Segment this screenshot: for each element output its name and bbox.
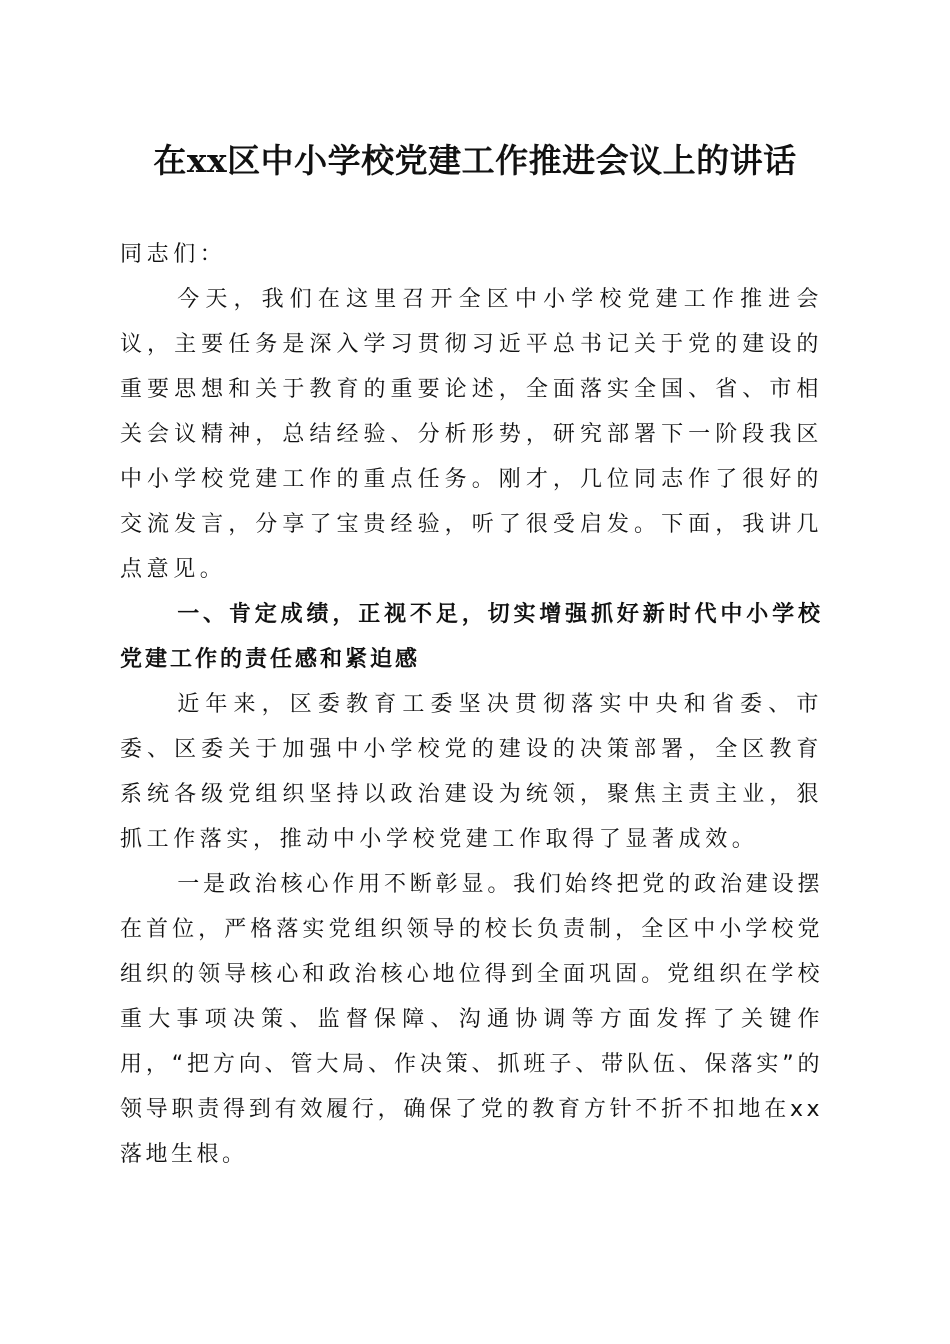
- section-heading-1: 一、肯定成绩，正视不足，切实增强抓好新时代中小学校党建工作的责任感和紧迫感: [120, 602, 823, 672]
- salutation: 同志们：: [120, 242, 227, 267]
- section-1-paragraph: 近年来，区委教育工委坚决贯彻落实中央和省委、市委、区委关于加强中小学校党的建设的决策部署，全区教育系统各级党组织坚持以政治建设为统领，聚焦主责主业，狠抓工作落实，推动中小学校党建工作取得了显著成效。: [120, 692, 823, 852]
- opening-paragraph: 今天，我们在这里召开全区中小学校党建工作推进会议，主要任务是深入学习贯彻习近平总书记关于党的建设的重要思想和关于教育的重要论述，全面落实全国、省、市相关会议精神，总结经验、分析形势，研究部署下一阶段我区中小学校党建工作的重点任务。刚才，几位同志作了很好的交流发言，分享了宝贵经验，听了很受启发。下面，我讲几点意见。: [120, 287, 823, 582]
- document-body: [120, 232, 823, 1177]
- point-1-paragraph: 一是政治核心作用不断彰显。我们始终把党的政治建设摆在首位，严格落实党组织领导的校长负责制，全区中小学校党组织的领导核心和政治核心地位得到全面巩固。党组织在学校重大事项决策、监督保障、沟通协调等方面发挥了关键作用，“把方向、管大局、作决策、抓班子、带队伍、保落实”的领导职责得到有效履行，确保了党的教育方针不折不扣地在xx落地生根。: [120, 872, 823, 1167]
- document-title: 在xx区中小学校党建工作推进会议上的讲话: [153, 141, 797, 180]
